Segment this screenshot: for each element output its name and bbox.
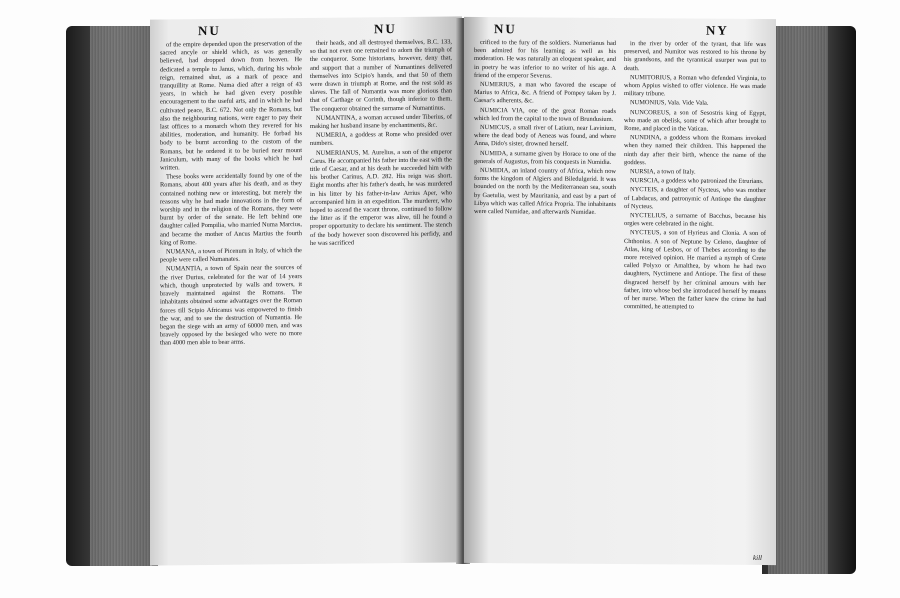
left-page-columns [160, 38, 452, 549]
paragraph: NUNCOREUS, a son of Sesostris king of Egypt, who made an obelisk, some of which after brought to Rome, and placed in the Vatican. [624, 108, 766, 133]
paragraph: NURSIA, a town of Italy. [630, 168, 696, 176]
paragraph: NYCTEIS, a daughter of Nycteus, who was mother of Labdacus, and patronymic of Antiope the daughter of Nycteus. [624, 186, 766, 211]
right-page [464, 17, 776, 565]
paragraph: in the river by order of the tyrant, that life was preserved, and Numitor was restored to his throne by his grandsons, and the tyrannical usurper was put to death. [624, 40, 766, 72]
left-column-1 [160, 40, 302, 549]
paragraph: of the empire depended upon the preservation of the sacred ancyle or shield which, as was generally believed, had dropped down from heaven. He dedicated a temple to Janus, which, during his whole reign, remained shut, as a mark of peace and tranquillity at Rome. Numa died after a reign of 43 years, in which he had given every possible encouragement to the useful arts, and in which he had cultivated peace, B.C. 672. Not only the Romans, but also the neighbouring nations, were eager to pay their last offices to a monarch whom they revered for his abilities, moderation, and humanity. He forbad his body to be burnt according to the custom of the Romans, but he ordered it to be buried near mount Janiculum, with many of the books which he had written. [160, 40, 302, 172]
paragraph: NUMICUS, a small river of Latium, near Lavinium, where the dead body of Aeneas was found, and where Anna, Dido's sister, drowned herself. [474, 124, 616, 149]
paragraph: NUMIDIA, an inland country of Africa, which now forms the kingdom of Algiers and Biledulgerid. It was bounded on the north by the Mediterranean sea, south by Gaetulia, west by Mauritania, and east by a part of Libya which was called Africa Propria. The inhabitants were called Numidae, and afterwards Numidae. [474, 167, 616, 216]
open-book [66, 18, 856, 578]
right-column-2 [624, 40, 766, 549]
catchword: kill [753, 553, 762, 562]
paragraph: NURSCIA, a goddess who patronized the Etrurians. [630, 177, 764, 186]
paragraph: NUNDINA, a goddess whom the Romans invoked when they named their children. This happened the ninth day after their birth, whence the name of the goddess. [624, 134, 766, 167]
paragraph: These books were accidentally found by one of the Romans, about 400 years after his death, and as they contained nothing new or interesting, but merely the reasons why he had made innovations in the form of worship and in the religion of the Romans, they were burnt by order of the senate. He left behind one daughter called Pompilia, who married Numa Marcius, and became the mother of Ancus Martius the fourth king of Rome. [160, 172, 302, 247]
paragraph: NUMERIANUS, M. Aurelius, a son of the emperor Carus. He accompanied his father into the east with the title of Caesar, and at his death he succeeded him with his brother Carinus, A.D. 282. His reign was short. Eight months after his father's death, he was murdered in his litter by his father-in-law Arrius Aper, who accompanied him in an expedition. The murderer, who hoped to ascend the vacant throne, continued to follow the litter as if the emperor was alive, till he found a proper opportunity to declare his sentiment. The stench of the body however soon discovered his perfidy, and he was sacrificed [310, 148, 452, 247]
right-column-1 [474, 39, 616, 548]
right-cover-edge [762, 26, 856, 574]
paragraph: NUMICIA VIA, one of the great Roman roads which led from the capital to the town of Brundusium. [474, 106, 616, 123]
paragraph: crificed to the fury of the soldiers. Numerianus had been admired for his learning as well as his moderation. He was naturally an eloquent speaker, and in poetry he was inferior to no writer of his age. A friend of the emperor Severus. [474, 39, 616, 80]
left-running-head-right: NU [374, 21, 397, 37]
paragraph: NUMERIA, a goddess at Rome who presided over numbers. [310, 130, 452, 148]
right-page-columns [474, 39, 766, 549]
left-column-2 [310, 38, 452, 547]
left-cover-edge [66, 26, 158, 566]
paragraph: NUMANTINA, a woman accused under Tiberius, of making her husband insane by enchantments, &c. [310, 113, 452, 130]
right-running-head [464, 21, 776, 39]
paragraph: NUMANA, a town of Picenum in Italy, of which the people were called Numanates. [160, 247, 302, 264]
paragraph: NUMONIUS, Vala. Vide Vala. [630, 99, 709, 108]
right-running-head-right: NY [706, 22, 729, 38]
paragraph: their heads, and all destroyed themselves, B.C. 133, so that not even one remained to adorn the triumph of the conqueror. Some historians, however, deny that, and support that a number of Numantines delivered themselves into Scipio's hands, and that 50 of them were drawn in triumph at Rome, and the rest sold as slaves. The fall of Numantia was more glorious than that of Carthage or Corinth, though inferior to them. The conqueror obtained the surname of Numantinus. [310, 38, 452, 113]
paragraph: NUMITORIUS, a Roman who defended Virginia, to whom Appius wished to offer violence. He was made military tribune. [624, 73, 766, 98]
paragraph: NUMIDA, a surname given by Horace to one of the generals of Augustus, from his conquests in Numidia. [474, 149, 616, 166]
paragraph: NUMERIUS, a man who favored the escape of Marius to Africa, &c. A friend of Pompey taken by J. Caesar's adherents, &c. [474, 81, 616, 105]
paragraph: NYCTEUS, a son of Hyrieus and Clonia. A son of Chthonius. A son of Neptune by Celeno, daughter of Atlas, king of Lesbos, or of Thebes according to the more received opinion. He married a nymph of Crete called Polyxo or Amalthea, by whom he had two daughters, Nyctimene and Antiope. The first of these disgraced herself by her criminal amours with her father, into whose bed she introduced herself by means of her nurse. When the father knew the crime he had committed, he attempted to [624, 229, 766, 311]
paragraph: NYCTELIUS, a surname of Bacchus, because his orgies were celebrated in the night. [624, 212, 766, 228]
paragraph: NUMANTIA, a town of Spain near the sources of the river Durius, celebrated for the war of 14 years which, though unprotected by walls and towers, it bravely maintained against the Romans. The inhabitants obtained some advantages over the Roman forces till Scipio Africanus was empowered to finish the war, and to see the destruction of Numantia. He began the siege with an army of 60000 men, and was bravely opposed by the besieged who were no more than 4000 men able to bear arms. [160, 264, 302, 347]
right-running-head-left: NU [494, 21, 517, 37]
left-running-head [150, 20, 462, 39]
left-page [150, 16, 462, 565]
left-running-head-left: NU [198, 22, 221, 39]
